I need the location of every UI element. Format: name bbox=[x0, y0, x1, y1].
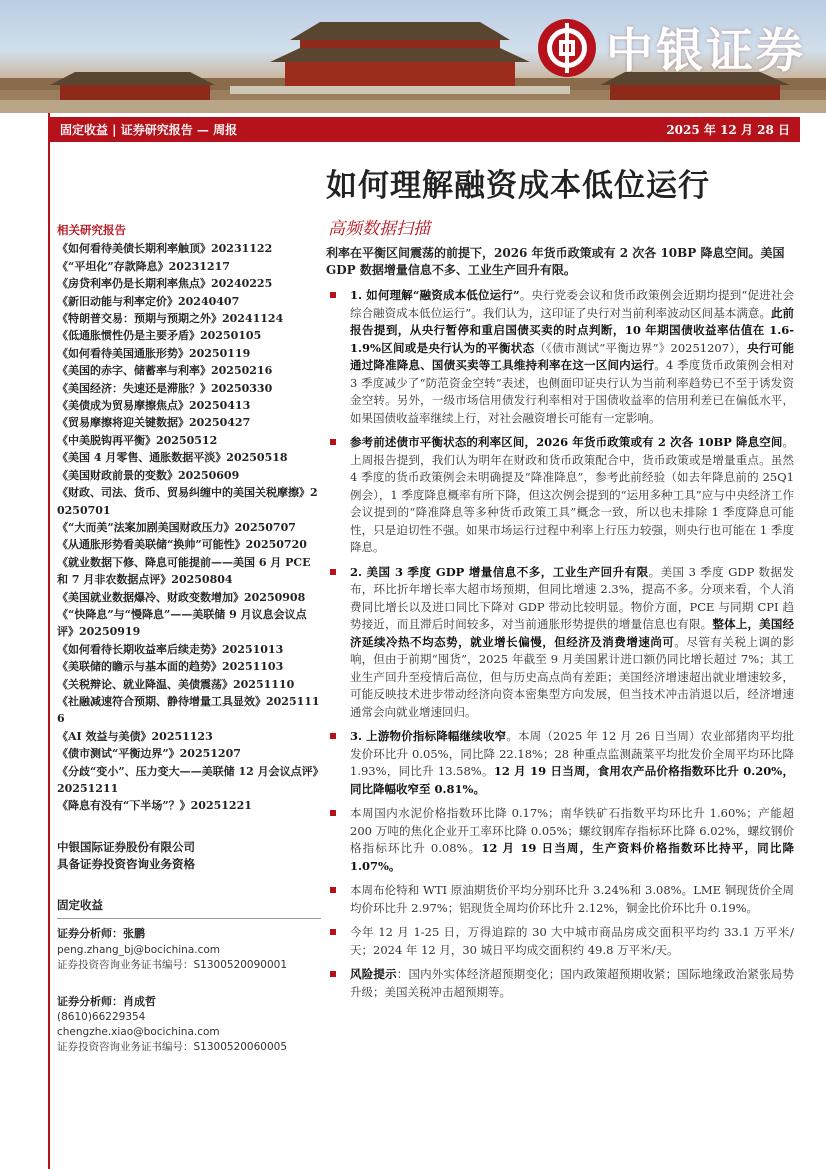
bullet-item bbox=[326, 728, 794, 798]
related-report-item[interactable]: 《房贷利率仍是长期利率焦点》20240225 bbox=[57, 277, 273, 291]
analyst-name: 证券分析师：张鹏 bbox=[57, 927, 145, 941]
bullet-marker-icon bbox=[330, 439, 336, 445]
left-divider bbox=[48, 113, 50, 1169]
bullet-item bbox=[326, 434, 794, 557]
related-report-item[interactable]: 《AI 效益与美债》20251123 bbox=[57, 729, 213, 743]
bullet-text: （《债市测试“平衡边界”》20251207）， bbox=[534, 340, 748, 355]
left-sidebar bbox=[57, 222, 321, 1055]
bullet-marker-icon bbox=[330, 569, 336, 575]
bullet-text: 。本周（2025 年 12 月 26 日当周）农业部猪肉平均批发价环比升 0.05%，同比降 22.18%；28 种重点监测蔬菜平均批发价全周平均环比降 1.93%，同比升 13.58%。 bbox=[350, 729, 795, 778]
sector-label: 固定收益 bbox=[57, 897, 103, 912]
related-report-item[interactable]: 《关税辩论、就业降温、美债震荡》20251110 bbox=[57, 677, 295, 691]
bullet-emphasis: 整体上，美国经济延续冷热不均态势，就业增长偏慢，但经济及消费增速尚可 bbox=[350, 617, 795, 649]
bullet-text: 。上周报告提到，我们认为明年在财政和货币政策配合中，货币政策或是增量重点。虽然 4 季度的货币政策例会未明确提及“降准降息”，参考此前经验（如去年降息前的 25Q1 例会），1 季度降息概率有所下降，但这次例会提到的“运用多种工具”应与中央经济工作会议提到的“降准降息等多种货币政策工具”概念一致，所以也未排除 1 季度降息可能性，只是迫切性不强。如果市场运行过程中利率上行压力较强，则央行也可能在 1 季度降息。 bbox=[350, 435, 794, 554]
report-category: 固定收益 | 证券研究报告 — 周报 bbox=[60, 123, 238, 137]
bullet-emphasis: 12 月 19 日当周，食用农产品价格指数环比升 0.20%，同比降幅收窄至 0.81%。 bbox=[350, 764, 794, 796]
analyst-email[interactable]: chengzhe.xiao@bocichina.com bbox=[57, 1026, 220, 1039]
bullet-lead: 3. 上游物价指标降幅继续收窄 bbox=[350, 729, 507, 743]
bullet-emphasis: 此前报告提到，从央行暂停和重启国债买卖的时点判断，10 年期国债收益率估值在 1.6-1.9%区间或是央行认为的平衡状态 bbox=[350, 305, 795, 355]
related-report-item[interactable]: 《中美脱钩再平衡》20250512 bbox=[57, 433, 218, 447]
bullet-text: 。尽管有关税上调的影响，但由于前期“囤货”，2025 年截至 9 月美国累计进口额仍同比增长超过 7%；其工业生产回升至疫情后高位，但与历史高点尚有差距；美国经济增速超出就业增速较多，可能反映技术进步带动经济向资本密集型方向发展，但当技术冲击消退以后，经济增速通常会向就业增速回归。 bbox=[350, 634, 794, 719]
related-report-item[interactable]: 《特朗普交易：预期与预期之外》20241124 bbox=[57, 312, 284, 326]
analyst-cert: 证券投资咨询业务证书编号：S1300520090001 bbox=[57, 958, 288, 971]
related-report-item[interactable]: 《“平坦化”存款降息》20231217 bbox=[57, 259, 230, 273]
bullet-item bbox=[326, 564, 794, 722]
analyst-email[interactable]: peng.zhang_bj@bocichina.com bbox=[57, 943, 221, 956]
company-qualification: 具备证券投资咨询业务资格 bbox=[57, 856, 195, 871]
related-report-item[interactable]: 《“大而美”法案加剧美国财政压力》20250707 bbox=[57, 520, 296, 534]
related-report-item[interactable]: 《降息有没有“下半场”？》20251221 bbox=[57, 799, 252, 813]
related-report-item[interactable]: 《美国财政前景的变数》20250609 bbox=[57, 468, 240, 482]
bullet-lead: 参考前述债市平衡状态的利率区间，2026 年货币政策或有 2 次各 10BP 降息空间 bbox=[350, 435, 783, 449]
bullet-text: 。央行党委会议和货币政策例会近期均提到“促进社会综合融资成本低位运行”。我们认为，这印证了央行对当前利率波动区间基本满意。 bbox=[350, 288, 794, 320]
related-report-item[interactable]: 《美国就业数据爆冷、财政变数增加》20250908 bbox=[57, 590, 306, 604]
bullet-marker-icon bbox=[330, 929, 336, 935]
page-subtitle: 高频数据扫描 bbox=[328, 219, 430, 239]
bullet-text: 。美国 3 季度 GDP 数据发布，环比折年增长率大超市场预期，但同比增速 2.3%，提高不多。分项来看，个人消费同比增长以及进口同比下降对 GDP 带动比较明显。物价方面，PCE 与同期 CPI 趋势接近，而且滞后时间较多，对当前通胀形势提供的增量信息也有限。 bbox=[350, 564, 794, 631]
bullet-text: 今年 12 月 1-25 日，万得追踪的 30 大中城市商品房成交面积平均约 33.1 万平米/天；2024 年 12 月，30 城日平均成交面积约 49.8 万平米/天。 bbox=[350, 925, 794, 957]
related-report-item[interactable]: 《财政、司法、货币、贸易纠缠中的美国关税摩擦》20250701 bbox=[57, 486, 318, 517]
related-report-item[interactable]: 《“快降息”与“慢降息”——美联储 9 月议息会议点评》20250919 bbox=[57, 607, 307, 639]
bullet-marker-icon bbox=[330, 733, 336, 739]
brand-logo bbox=[538, 14, 806, 81]
analyst-cert: 证券投资咨询业务证书编号：S1300520060005 bbox=[57, 1041, 288, 1054]
related-report-item[interactable]: 《如何看待美国通胀形势》20250119 bbox=[57, 346, 251, 360]
bullet-emphasis: 央行可能通过降准降息、国债买卖等工具维持利率在这一区间内运行 bbox=[350, 340, 795, 372]
analyst-block bbox=[57, 925, 321, 972]
bullet-lead: 1. 如何理解“融资成本低位运行” bbox=[350, 288, 520, 302]
related-reports-list bbox=[57, 240, 321, 814]
page-title: 如何理解融资成本低位运行 bbox=[326, 168, 710, 204]
header-banner bbox=[0, 0, 826, 113]
bullet-lead: 风险提示 bbox=[350, 967, 397, 981]
related-report-item[interactable]: 《美联储的瞻示与基本面的趋势》20251103 bbox=[57, 660, 284, 674]
analyst-name: 证券分析师：肖成哲 bbox=[57, 994, 156, 1008]
related-report-item[interactable]: 《如何看待长期收益率后续走势》20251013 bbox=[57, 642, 284, 656]
summary-text: 利率在平衡区间震荡的前提下，2026 年货币政策或有 2 次各 10BP 降息空间。美国 GDP 数据增量信息不多、工业生产回升有限。 bbox=[326, 246, 785, 277]
related-report-item[interactable]: 《债市测试“平衡边界”》20251207 bbox=[57, 747, 241, 761]
related-report-item[interactable]: 《分歧“变小”、压力变大——美联储 12 月会议点评》20251211 bbox=[57, 764, 319, 795]
sector-divider bbox=[57, 918, 321, 919]
related-report-item[interactable]: 《美国的赤字、储蓄率与利率》20250216 bbox=[57, 364, 273, 378]
bullet-item bbox=[326, 287, 794, 427]
bullet-item bbox=[326, 966, 794, 1001]
analyst-block bbox=[57, 993, 321, 1055]
bullet-emphasis: 12 月 19 日当周，生产资料价格指数环比持平，同比降 1.07%。 bbox=[350, 841, 795, 873]
bullet-lead: 2. 美国 3 季度 GDP 增量信息不多，工业生产回升有限 bbox=[350, 564, 649, 579]
report-date: 2025 年 12 月 28 日 bbox=[666, 123, 790, 137]
analyst-phone: (8610)66229354 bbox=[57, 1011, 146, 1024]
report-type-strip bbox=[50, 117, 800, 142]
bullet-text: 本周布伦特和 WTI 原油期货价平均分别环比升 3.24%和 3.08%。LME 铜现货价全周均价环比升 2.97%；铝现货全周均价环比升 2.12%，铜金比价环比升 0.19%。 bbox=[350, 883, 794, 915]
bullet-marker-icon bbox=[330, 292, 336, 298]
related-report-item[interactable]: 《低通胀惯性仍是主要矛盾》20250105 bbox=[57, 329, 262, 343]
bullet-marker-icon bbox=[330, 971, 336, 977]
bullet-text: ：国内外实体经济超预期变化；国内政策超预期收紧；国际地缘政治紧张局势升级；美国关税冲击超预期等。 bbox=[350, 967, 795, 999]
company-name: 中银国际证券股份有限公司 bbox=[57, 839, 195, 854]
bullet-item bbox=[326, 805, 794, 875]
key-points bbox=[326, 287, 794, 1008]
bullet-text: 。4 季度货币政策例会相对 3 季度减少了“防范资金空转”表述，也侧面印证央行认为当前利率趋势已不至于诱发资金空转。另外，一级市场信用债发行利率相对于国债收益率的信用利差已在偏低水平，如果国债收益率继续上行，对社会融资增长可能有一定影响。 bbox=[350, 358, 794, 425]
bullet-marker-icon bbox=[330, 887, 336, 893]
related-report-item[interactable]: 《美国经济：失速还是滞胀？》20250330 bbox=[57, 381, 273, 395]
brand-name: 中银证券 bbox=[606, 24, 806, 79]
related-report-item[interactable]: 《美国 4 月零售、通胀数据平淡》20250518 bbox=[57, 451, 288, 465]
bank-logo-icon bbox=[538, 19, 596, 77]
related-report-item[interactable]: 《新旧动能与利率定价》20240407 bbox=[57, 294, 240, 308]
related-report-item[interactable]: 《如何看待美债长期利率触顶》20231122 bbox=[57, 242, 273, 256]
related-report-item[interactable]: 《就业数据下修、降息可能提前——美国 6 月 PCE 和 7 月非农数据点评》20250804 bbox=[57, 555, 311, 587]
related-report-item[interactable]: 《社融减速符合预期、静待增量工具显效》20251116 bbox=[57, 694, 320, 726]
related-report-item[interactable]: 《从通胀形势看美联储“换帅”可能性》20250720 bbox=[57, 538, 307, 552]
bullet-marker-icon bbox=[330, 810, 336, 816]
related-reports-heading: 相关研究报告 bbox=[57, 223, 126, 237]
bullet-text: 本周国内水泥价格指数环比降 0.17%；南华铁矿石指数平均环比升 1.60%；产能超 200 万吨的焦化企业开工率环比降 0.05%；螺纹钢库存指标环比降 6.02%，螺纹钢价格指标环比升 0.08%。 bbox=[350, 806, 794, 855]
related-report-item[interactable]: 《贸易摩擦将迎关键数据》20250427 bbox=[57, 416, 251, 430]
related-report-item[interactable]: 《美债成为贸易摩擦焦点》20250413 bbox=[57, 399, 251, 413]
bullet-item bbox=[326, 882, 794, 917]
bullet-item bbox=[326, 924, 794, 959]
